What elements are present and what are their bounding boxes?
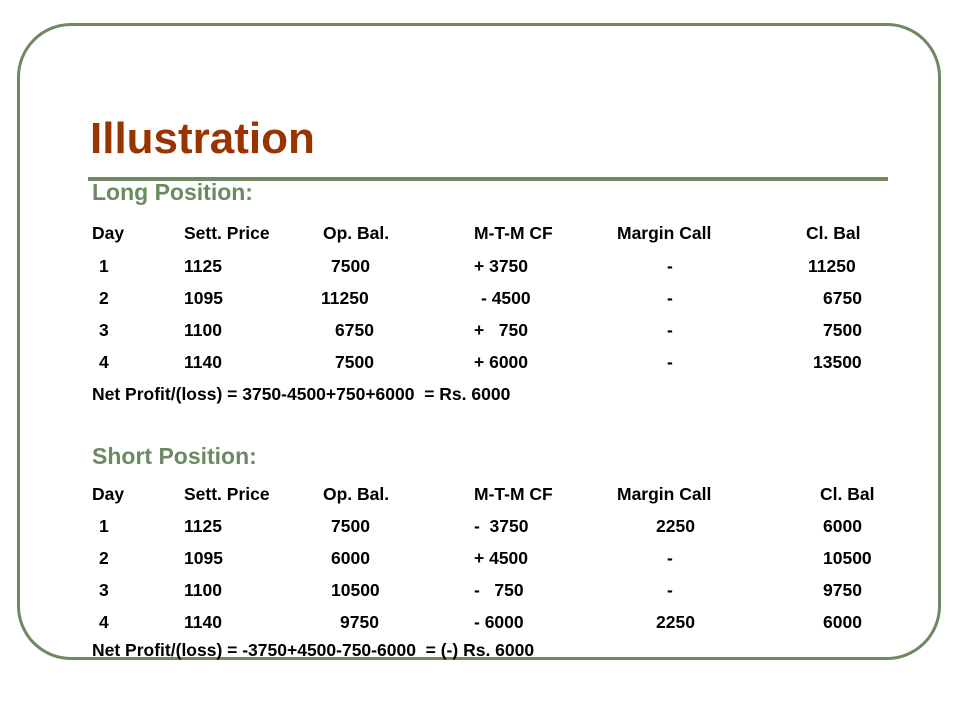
cell-mtm-cf: + 750 — [474, 320, 529, 340]
cell-op-bal: 9750 — [340, 612, 379, 632]
cell-sett-price: 1095 — [184, 288, 223, 308]
cell-cl-bal: 6750 — [823, 288, 862, 308]
cell-op-bal: 11250 — [321, 288, 369, 308]
cell-op-bal: 7500 — [335, 352, 374, 372]
long-net-profit: Net Profit/(loss) = 3750-4500+750+6000 = Rs. 6000 — [92, 384, 511, 404]
cell-op-bal: 10500 — [331, 580, 380, 600]
cell-mtm-cf: - 3750 — [474, 516, 529, 536]
cell-mtm-cf: - 750 — [474, 580, 524, 600]
header-sett-price: Sett. Price — [184, 223, 270, 243]
cell-margin-call: - — [667, 580, 673, 600]
cell-cl-bal: 10500 — [823, 548, 872, 568]
cell-day: 1 — [99, 516, 109, 536]
cell-op-bal: 6750 — [335, 320, 374, 340]
cell-sett-price: 1140 — [184, 612, 222, 632]
cell-day: 2 — [99, 288, 109, 308]
cell-cl-bal: 6000 — [823, 516, 862, 536]
cell-margin-call: - — [667, 288, 673, 308]
cell-cl-bal: 11250 — [808, 256, 856, 276]
header-cl-bal: Cl. Bal — [820, 484, 875, 504]
cell-mtm-cf: - 6000 — [474, 612, 524, 632]
header-day: Day — [92, 223, 125, 243]
slide-title: Illustration — [90, 114, 315, 163]
cell-margin-call: - — [667, 352, 673, 372]
header-mtm-cf: M-T-M CF — [474, 223, 553, 243]
cell-cl-bal: 13500 — [813, 352, 862, 372]
header-op-bal: Op. Bal. — [323, 223, 390, 243]
cell-margin-call: - — [667, 320, 673, 340]
cell-day: 1 — [99, 256, 109, 276]
cell-op-bal: 6000 — [331, 548, 370, 568]
cell-sett-price: 1140 — [184, 352, 222, 372]
cell-cl-bal: 7500 — [823, 320, 862, 340]
cell-mtm-cf: + 6000 — [474, 352, 529, 372]
cell-cl-bal: 9750 — [823, 580, 862, 600]
cell-sett-price: 1125 — [184, 516, 222, 536]
cell-mtm-cf: - 4500 — [481, 288, 531, 308]
short-position-heading: Short Position: — [92, 443, 257, 469]
cell-margin-call: 2250 — [656, 516, 695, 536]
cell-sett-price: 1125 — [184, 256, 222, 276]
cell-day: 3 — [99, 320, 109, 340]
short-net-profit: Net Profit/(loss) = -3750+4500-750-6000 = (-) Rs. 6000 — [92, 640, 535, 660]
cell-margin-call: 2250 — [656, 612, 695, 632]
header-margin-call: Margin Call — [617, 223, 712, 243]
cell-mtm-cf: + 4500 — [474, 548, 529, 568]
header-margin-call: Margin Call — [617, 484, 712, 504]
cell-margin-call: - — [667, 548, 673, 568]
cell-day: 4 — [99, 352, 109, 372]
cell-margin-call: - — [667, 256, 673, 276]
long-position-heading: Long Position: — [92, 179, 253, 205]
header-cl-bal: Cl. Bal — [806, 223, 861, 243]
cell-op-bal: 7500 — [331, 516, 370, 536]
cell-sett-price: 1095 — [184, 548, 223, 568]
header-mtm-cf: M-T-M CF — [474, 484, 553, 504]
cell-sett-price: 1100 — [184, 320, 222, 340]
cell-cl-bal: 6000 — [823, 612, 862, 632]
cell-mtm-cf: + 3750 — [474, 256, 529, 276]
header-day: Day — [92, 484, 125, 504]
header-op-bal: Op. Bal. — [323, 484, 390, 504]
cell-day: 4 — [99, 612, 109, 632]
cell-day: 2 — [99, 548, 109, 568]
cell-op-bal: 7500 — [331, 256, 370, 276]
cell-sett-price: 1100 — [184, 580, 222, 600]
header-sett-price: Sett. Price — [184, 484, 270, 504]
cell-day: 3 — [99, 580, 109, 600]
